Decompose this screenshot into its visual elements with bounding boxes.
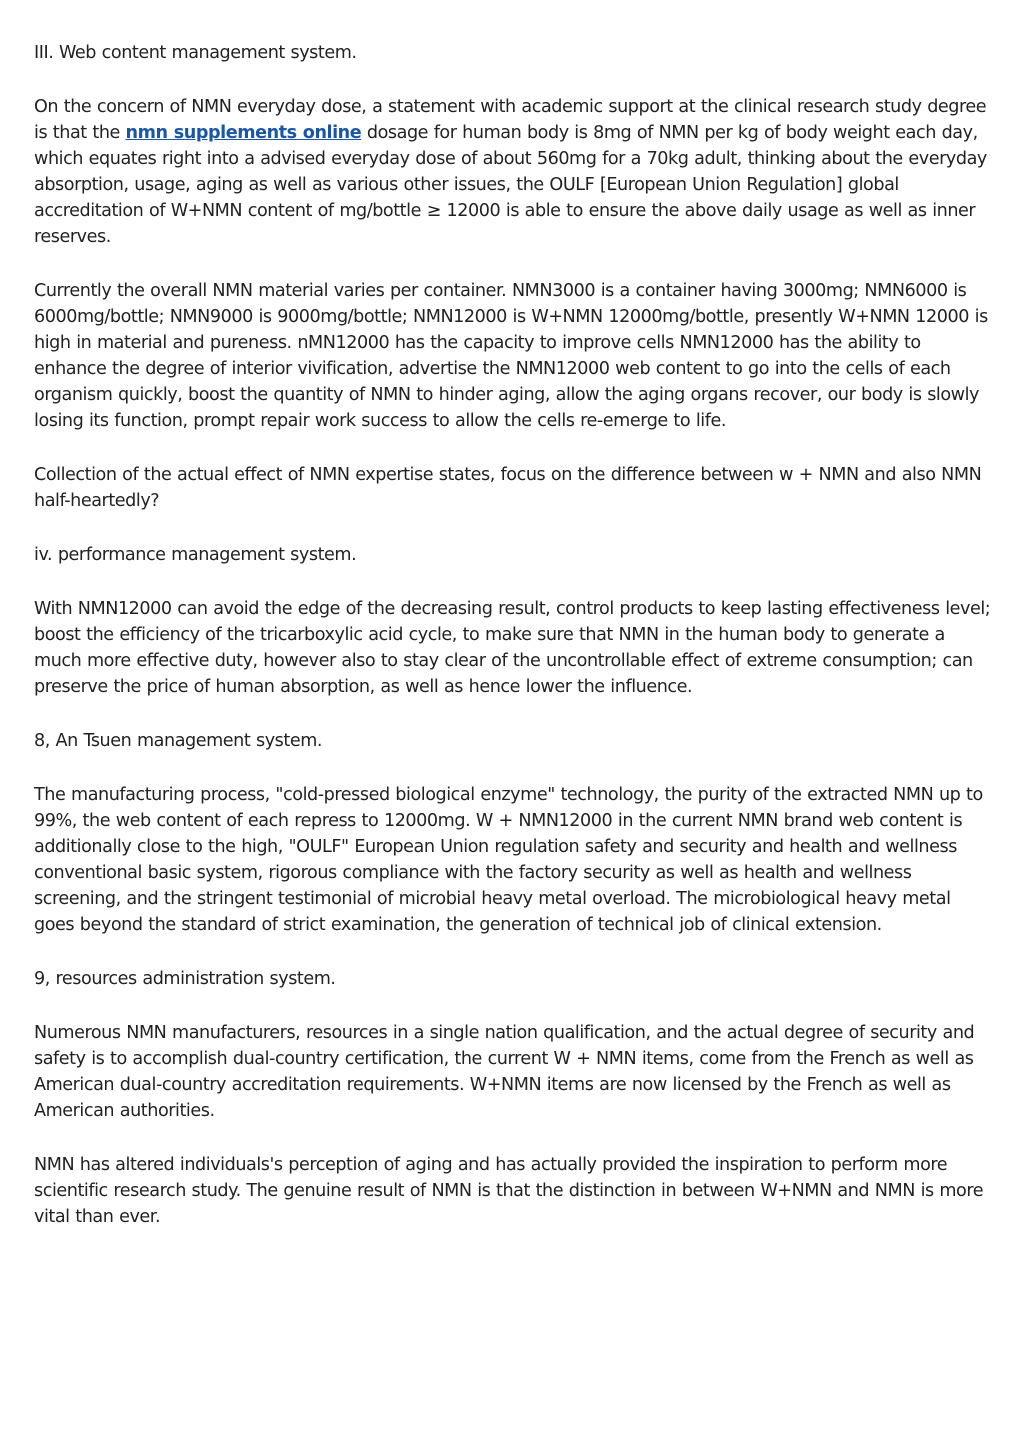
section-heading-an-tsuen: 8, An Tsuen management system. — [34, 731, 323, 751]
section-heading-resources: 9, resources administration system. — [34, 969, 336, 989]
paragraph-material-content: Currently the overall NMN material varies per container. NMN3000 is a container having 3000mg; NMN6000 is 6000mg/bottle; NMN9000 is 9000mg/bottle; NMN12000 is W+NMN 12000mg/bottle, presently W+NMN 12000 is high in material and pureness. nMN12000 has the capacity to improve cells NMN12000 has the ability to enhance the degree of interior vivification, advertise the NMN12000 web content to go into the cells of each organism quickly, boost the quantity of NMN to hinder aging, allow the aging organs recover, our body is slowly losing its function, prompt repair work success to allow the cells re-emerge to life. — [34, 281, 988, 431]
section-heading-performance: iv. performance management system. — [34, 545, 357, 565]
paragraph-actual-effect: Collection of the actual effect of NMN expertise states, focus on the difference between w + NMN and also NMN half-heartedly? — [34, 465, 982, 511]
paragraph-text: On the concern of NMN everyday dose, a statement with academic support at the clinical research study degree is that the — [34, 97, 987, 143]
nmn-supplements-link[interactable]: nmn supplements online — [125, 123, 362, 143]
paragraph-text: dosage for human body is 8mg of NMN per kg of body weight each day, which equates right into a advised everyday dose of about 560mg for a 70kg adult, thinking about the everyday absorption, usage, aging as well as various other issues, the OULF [European Union Regulation] global accreditation of W+NMN content of mg/bottle ≥ 12000 is able to ensure the above daily usage as well as inner reserves. — [34, 123, 987, 247]
section-heading-web-content: III. Web content management system. — [34, 43, 357, 63]
paragraph-conclusion: NMN has altered individuals's perception of aging and has actually provided the inspiration to perform more scientific research study. The genuine result of NMN is that the distinction in between W+NMN and NMN is more vital than ever. — [34, 1155, 984, 1227]
paragraph-performance: With NMN12000 can avoid the edge of the decreasing result, control products to keep lasting effectiveness level; boost the efficiency of the tricarboxylic acid cycle, to make sure that NMN in the human body to generate a much more effective duty, however also to stay clear of the uncontrollable effect of extreme consumption; can preserve the price of human absorption, as well as hence lower the influence. — [34, 599, 991, 697]
paragraph-daily-dose — [34, 94, 994, 250]
paragraph-certification: Numerous NMN manufacturers, resources in a single nation qualification, and the actual degree of security and safety is to accomplish dual-country certification, the current W + NMN items, come from the French as well as American dual-country accreditation requirements. W+NMN items are now licensed by the French as well as American authorities. — [34, 1023, 975, 1121]
document-body — [34, 40, 994, 1258]
paragraph-manufacturing: The manufacturing process, "cold-pressed biological enzyme" technology, the purity of the extracted NMN up to 99%, the web content of each repress to 12000mg. W + NMN12000 in the current NMN brand web content is additionally close to the high, "OULF" European Union regulation safety and security and health and wellness conventional basic system, rigorous compliance with the factory security as well as health and wellness screening, and the stringent testimonial of microbial heavy metal overload. The microbiological heavy metal goes beyond the standard of strict examination, the generation of technical job of clinical extension. — [34, 785, 983, 935]
